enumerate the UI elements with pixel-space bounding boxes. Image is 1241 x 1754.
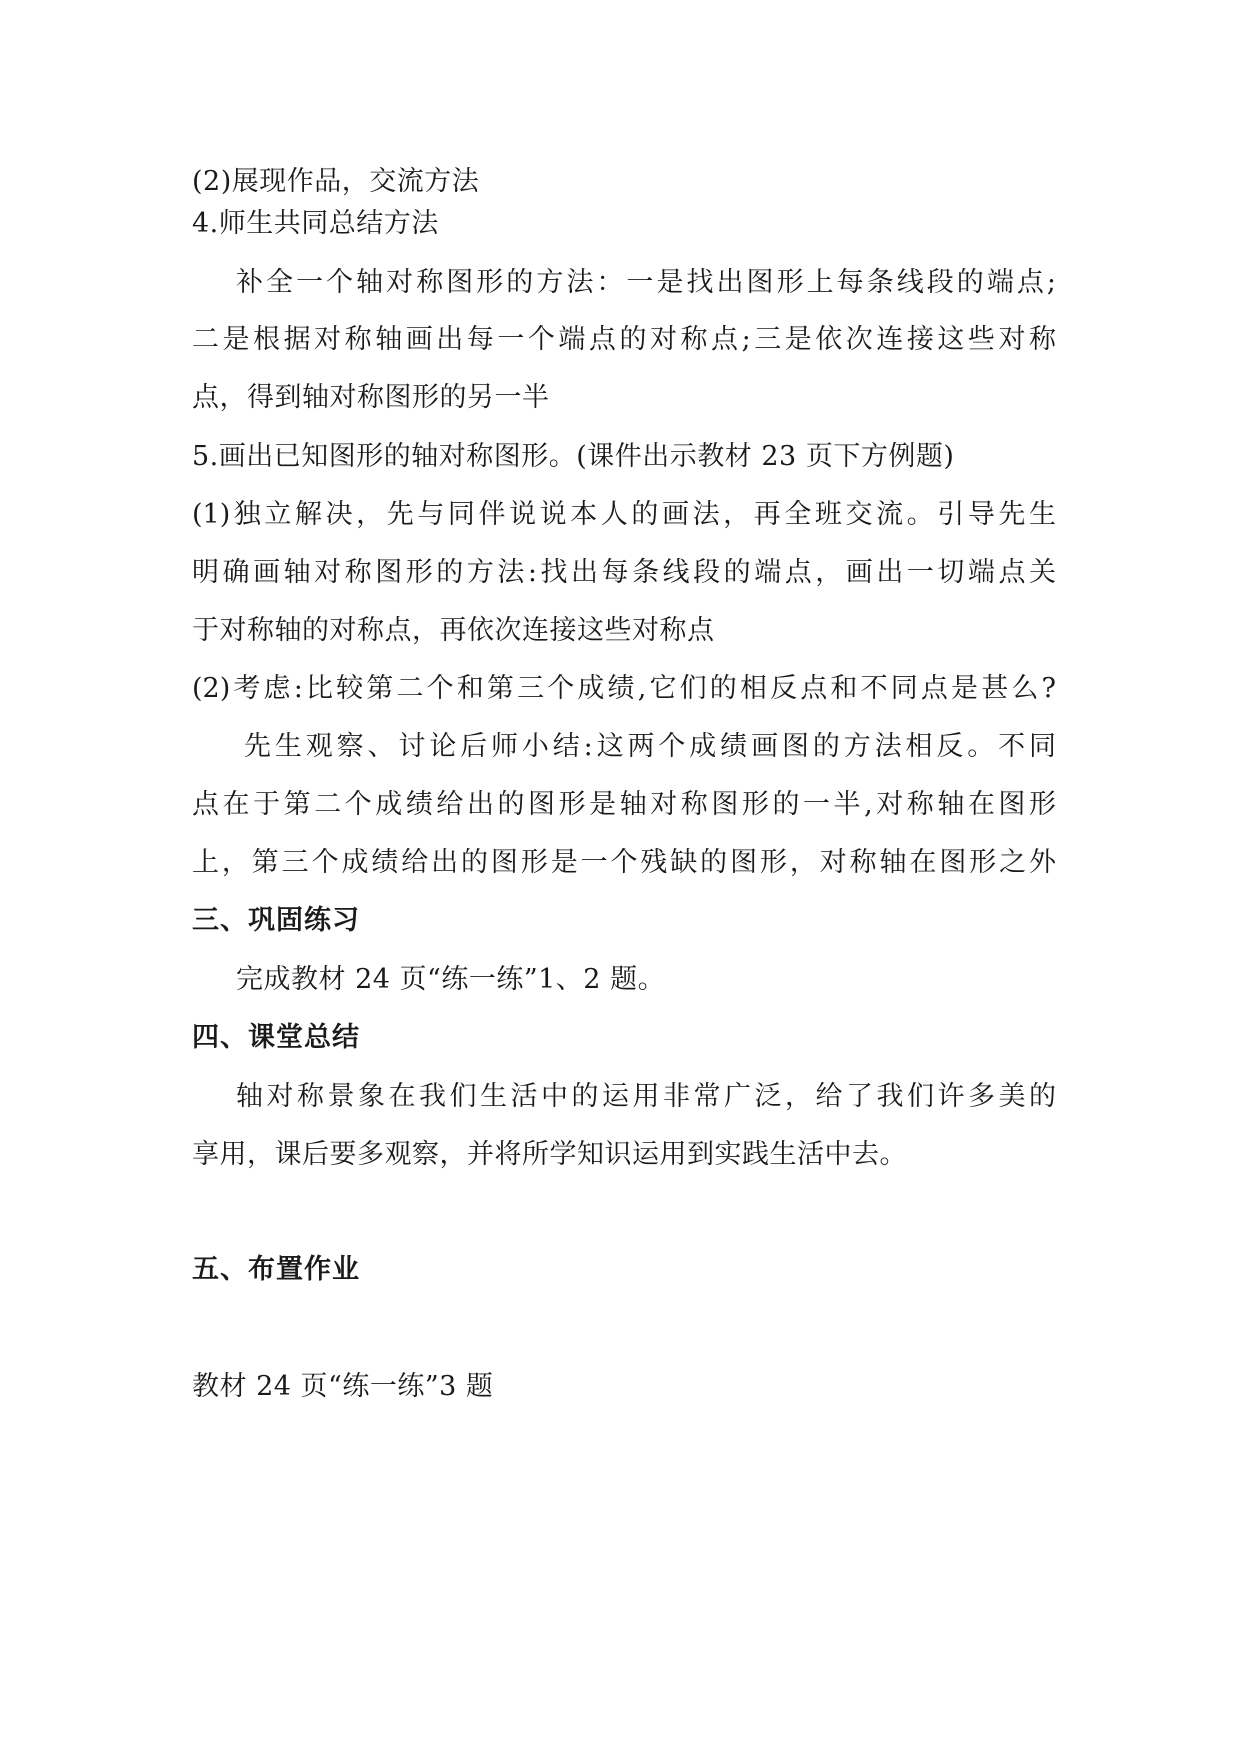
section-4-line-2: 享用，课后要多观察，并将所学知识运用到实践生活中去。 bbox=[192, 1139, 907, 1170]
step-2-showcase: (2)展现作品，交流方法 bbox=[192, 166, 480, 197]
method-paragraph-line-1: 补全一个轴对称图形的方法：一是找出图形上每条线段的端点; bbox=[236, 267, 1056, 298]
teacher-summary-line-1: 先生观察、讨论后师小结:这两个成绩画图的方法相反。不同 bbox=[244, 731, 1056, 762]
method-paragraph-line-2: 二是根据对称轴画出每一个端点的对称点;三是依次连接这些对称 bbox=[192, 324, 1056, 355]
section-5-text: 教材 24 页“练一练”3 题 bbox=[192, 1371, 494, 1402]
section-3-text: 完成教材 24 页“练一练”1、2 题。 bbox=[236, 964, 666, 995]
section-4-heading: 四、课堂总结 bbox=[192, 1022, 360, 1053]
step-5-1-line-1: (1)独立解决，先与同伴说说本人的画法，再全班交流。引导先生 bbox=[192, 499, 1056, 530]
section-4-line-1: 轴对称景象在我们生活中的运用非常广泛，给了我们许多美的 bbox=[236, 1081, 1056, 1112]
teacher-summary-line-2: 点在于第二个成绩给出的图形是轴对称图形的一半,对称轴在图形 bbox=[192, 789, 1056, 820]
section-3-heading: 三、巩固练习 bbox=[192, 905, 360, 936]
step-5-1-line-3: 于对称轴的对称点，再依次连接这些对称点 bbox=[192, 615, 715, 646]
section-5-heading: 五、布置作业 bbox=[192, 1254, 360, 1285]
teacher-summary-line-3: 上，第三个成绩给出的图形是一个残缺的图形，对称轴在图形之外 bbox=[192, 847, 1056, 878]
method-paragraph-line-3: 点，得到轴对称图形的另一半 bbox=[192, 382, 550, 413]
step-5-2-question: (2)考虑:比较第二个和第三个成绩,它们的相反点和不同点是甚么? bbox=[192, 673, 1056, 704]
step-4-summary-heading: 4.师生共同总结方法 bbox=[192, 208, 439, 239]
step-5-heading: 5.画出已知图形的轴对称图形。(课件出示教材 23 页下方例题) bbox=[192, 441, 955, 472]
step-5-1-line-2: 明确画轴对称图形的方法:找出每条线段的端点，画出一切端点关 bbox=[192, 557, 1056, 588]
